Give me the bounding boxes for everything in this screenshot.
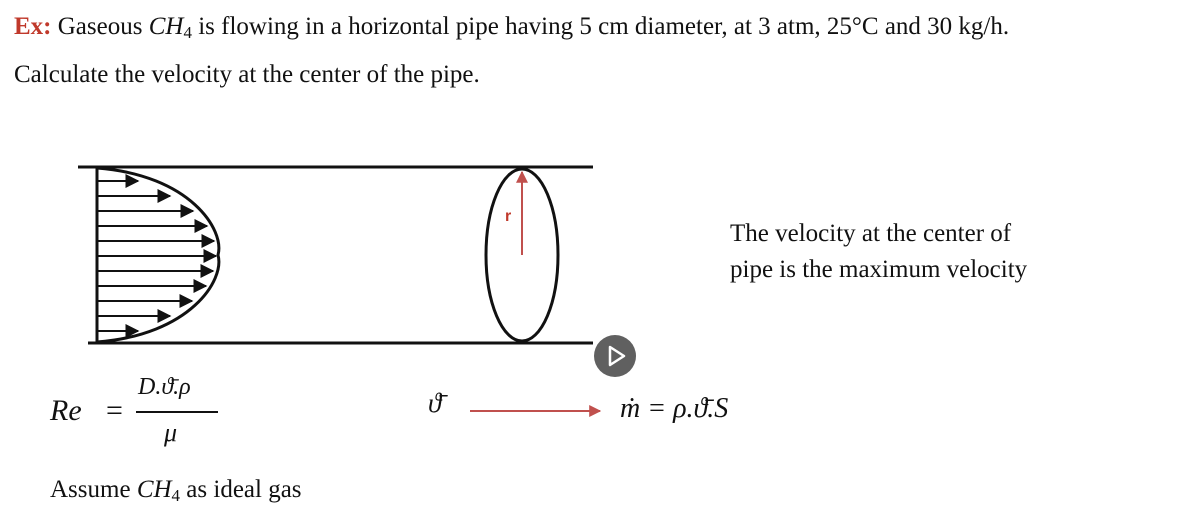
mean-velocity-symbol: ϑ̄ <box>428 388 442 418</box>
reynolds-symbol: Re <box>50 394 82 427</box>
assume-text: Assume <box>50 476 131 503</box>
radius-label: r <box>505 208 512 225</box>
problem-line-2: Calculate the velocity at the center of the pipe. <box>14 61 480 88</box>
play-triangle-icon <box>594 335 636 377</box>
ideal-gas-assumption <box>50 470 302 516</box>
reynolds-equation <box>50 368 250 458</box>
reynolds-numerator: D.ϑ̄.ρ <box>138 374 191 400</box>
assume-text-end: as ideal gas <box>186 476 302 503</box>
fraction-bar <box>136 411 218 413</box>
note-line-2: pipe is the maximum velocity <box>730 256 1028 283</box>
problem-text-start: Gaseous <box>57 13 143 40</box>
velocity-profile-arrows <box>97 181 216 331</box>
mass-flow-equation: ṁ = ρ.ϑ̄.S <box>620 393 729 424</box>
example-label: Ex: <box>14 13 52 40</box>
play-button[interactable] <box>594 335 636 377</box>
problem-text-rest: is flowing in a horizontal pipe having 5 cm diameter, at 3 atm, 25°C and 30 kg/h. <box>198 13 1010 40</box>
assume-formula: $CH_4$ <box>136 476 181 505</box>
reynolds-denominator: μ <box>164 418 178 447</box>
max-velocity-note <box>730 216 1027 288</box>
note-line-1: The velocity at the center of <box>730 220 1012 247</box>
methane-formula: $CH_4$ <box>148 13 192 42</box>
equals-sign: = <box>106 394 123 427</box>
